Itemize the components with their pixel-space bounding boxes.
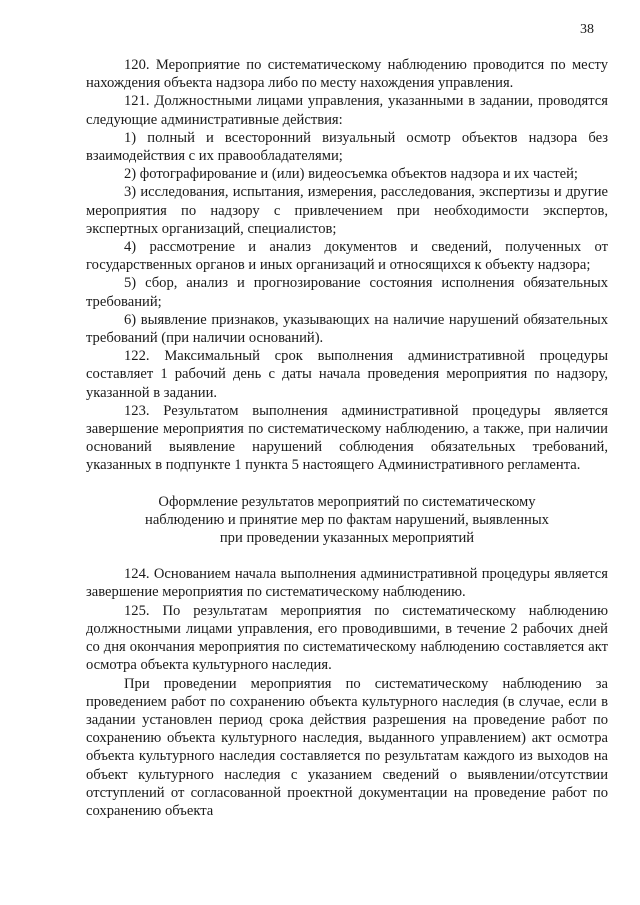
- paragraph-125-continuation: При проведении мероприятия по систематическому наблюдению за проведением работ по сохранению объекта культурного наследия (в случае, если в задании установлен период срока действия разрешения на проведение работ по сохранению объекта культурного наследия, выданного управлением) акт осмотра объекта культурного наследия составляется по результатам каждого из выходов на объект культурного наследия с указанием сведений о выявлении/отсутствии отступлений от согласованной проектной документации на проведение работ по сохранению объекта: [86, 675, 608, 819]
- list-item-5: 5) сбор, анализ и прогнозирование состояния исполнения обязательных требований;: [86, 275, 608, 310]
- list-item-2: 2) фотографирование и (или) видеосъемка объектов надзора и их частей;: [124, 166, 578, 183]
- paragraph-124: 124. Основанием начала выполнения административной процедуры является завершение мероприятия по систематическому наблюдению.: [86, 566, 608, 601]
- paragraph-120: 120. Мероприятие по систематическому наблюдению проводится по месту нахождения объекта надзора либо по месту нахождения управления.: [86, 57, 608, 92]
- section-heading: [86, 493, 608, 548]
- section-heading-line-1: Оформление результатов мероприятий по систематическому: [158, 493, 536, 510]
- paragraph-123: 123. Результатом выполнения административной процедуры является завершение мероприятия по систематическому наблюдению, а также, при наличии оснований выявление нарушений соблюдения обязательных требований, указанных в подпункте 1 пункта 5 настоящего Административного регламента.: [86, 402, 608, 474]
- section-heading-line-2: наблюдению и принятие мер по фактам нарушений, выявленных: [145, 511, 549, 528]
- paragraph-122: 122. Максимальный срок выполнения административной процедуры составляет 1 рабочий день с даты начала проведения мероприятия по надзору, указанной в задании.: [86, 348, 608, 401]
- list-item-4: 4) рассмотрение и анализ документов и сведений, полученных от государственных органов и иных организаций и относящихся к объекту надзора;: [86, 239, 608, 274]
- list-item-3: 3) исследования, испытания, измерения, расследования, экспертизы и другие мероприятия по надзору с привлечением при необходимости экспертов, экспертных организаций, специалистов;: [86, 184, 608, 237]
- document-body: [86, 56, 608, 820]
- section-heading-line-3: при проведении указанных мероприятий: [219, 530, 475, 547]
- paragraph-121: 121. Должностными лицами управления, указанными в задании, проводятся следующие административные действия:: [86, 93, 608, 128]
- list-item-1: 1) полный и всесторонний визуальный осмотр объектов надзора без взаимодействия с их правообладателями;: [86, 129, 608, 165]
- page-number: 38: [580, 22, 594, 37]
- paragraph-125: 125. По результатам мероприятия по систематическому наблюдению должностными лицами управления, его проводившими, в течение 2 рабочих дней со дня окончания мероприятия по систематическому наблюдению составляется акт осмотра объекта культурного наследия.: [86, 602, 608, 674]
- list-item-6: 6) выявление признаков, указывающих на наличие нарушений обязательных требований (при наличии оснований).: [86, 311, 608, 347]
